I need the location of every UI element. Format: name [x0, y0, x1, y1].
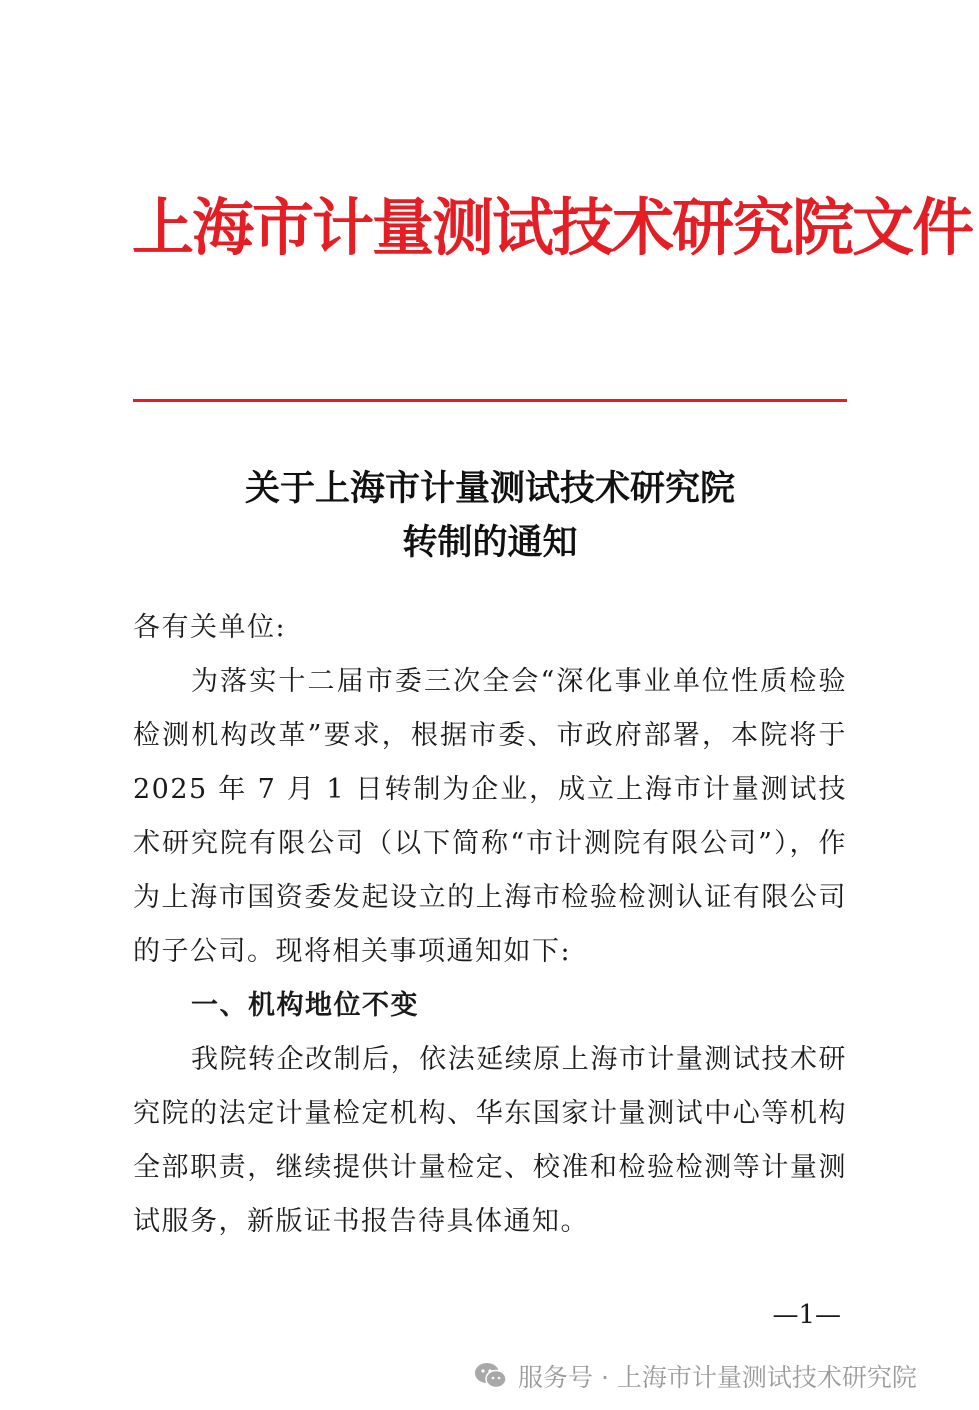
- paragraph-section-1: 我院转企改制后，依法延续原上海市计量测试技术研究院的法定计量检定机构、华东国家计量测试中心等机构全部职责，继续提供计量检定、校准和检验检测等计量测试服务，新版证书报告待具体通知。: [133, 1044, 847, 1237]
- notice-title: [133, 462, 847, 570]
- wechat-watermark: [474, 1356, 917, 1396]
- wechat-icon: [474, 1361, 508, 1391]
- section-heading-1: 一、机构地位不变: [191, 990, 419, 1021]
- watermark-text: 服务号 · 上海市计量测试技术研究院: [518, 1363, 917, 1392]
- notice-body: [133, 601, 847, 1249]
- document-header-title: 上海市计量测试技术研究院文件: [132, 191, 973, 264]
- notice-title-line-1: 关于上海市计量测试技术研究院: [244, 468, 735, 509]
- paragraph-intro: 为落实十二届市委三次全会“深化事业单位性质检验检测机构改革”要求，根据市委、市政府部署，本院将于 2025 年 7 月 1 日转制为企业，成立上海市计量测试技术研究院有限公司（以下简称“市计测院有限公司”），作为上海市国资委发起设立的上海市检验检测认证有限公司的子公司。现将相关事项通知如下:: [133, 666, 847, 967]
- notice-title-line-2: 转制的通知: [402, 522, 578, 563]
- salutation: 各有关单位:: [133, 612, 287, 643]
- page-number: —1—: [772, 1300, 841, 1330]
- red-divider-line: [133, 399, 847, 402]
